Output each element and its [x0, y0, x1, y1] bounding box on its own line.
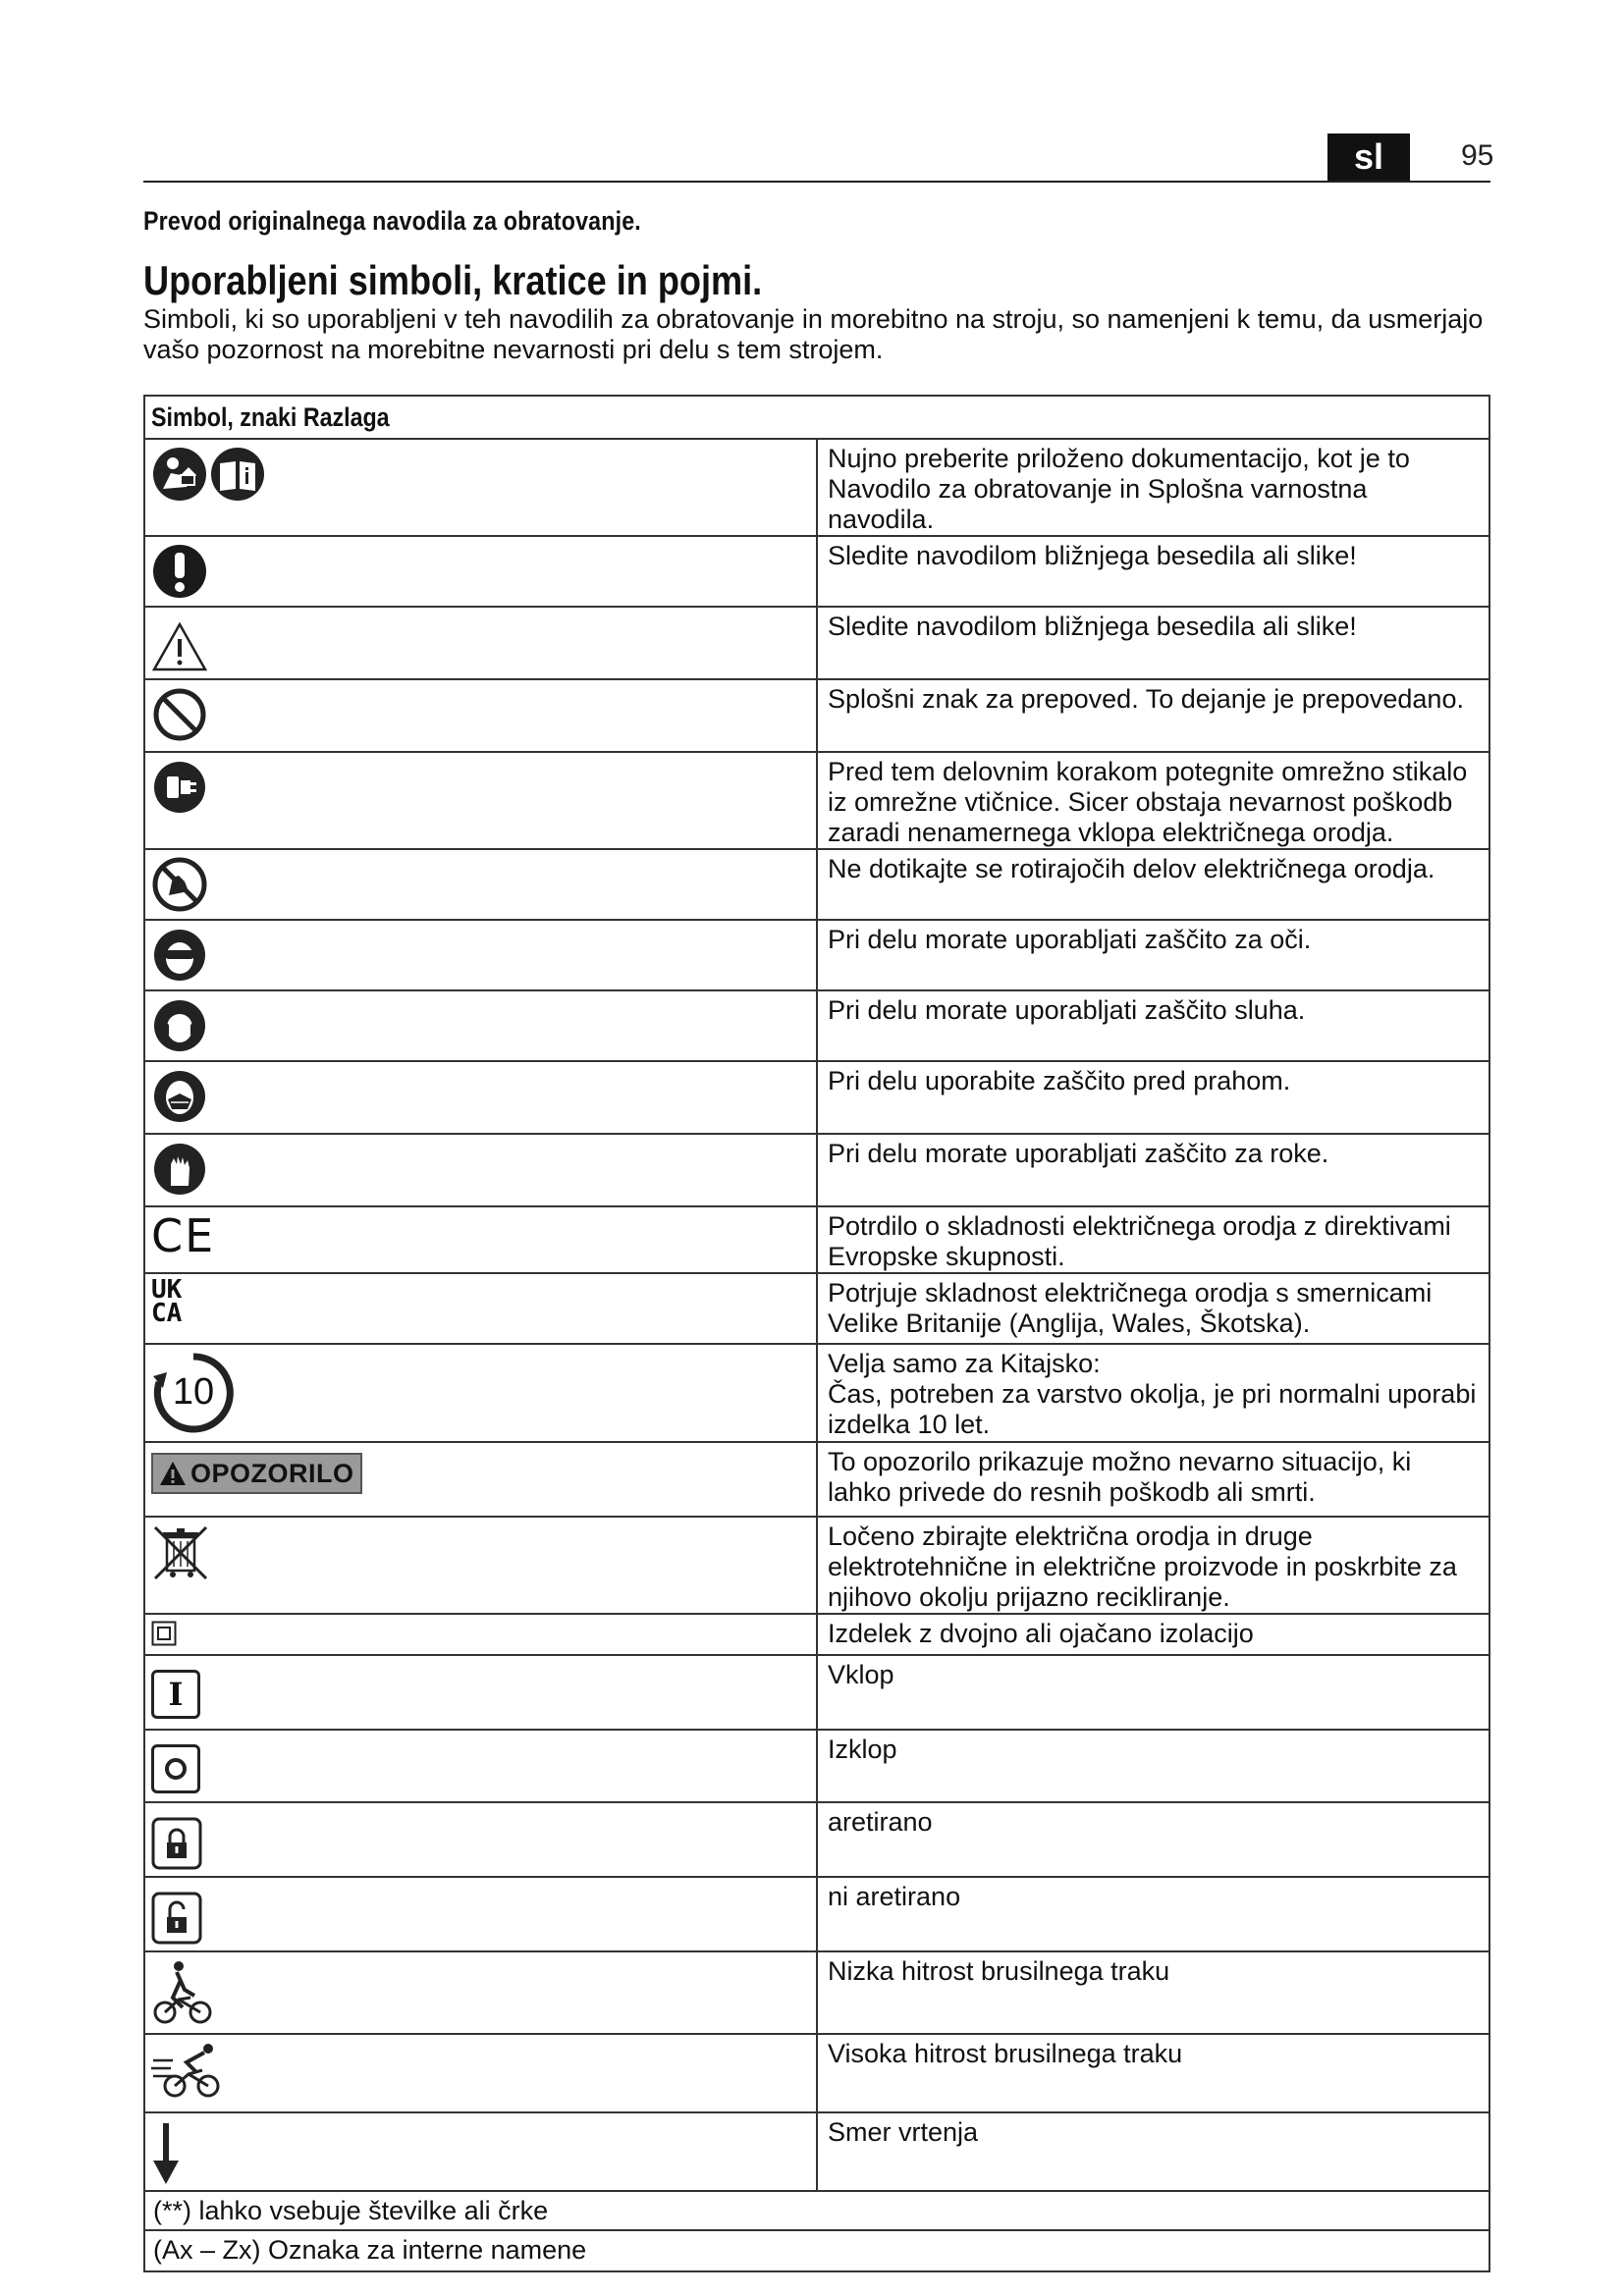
table-row — [144, 752, 1489, 849]
double-insulation-icon — [151, 1621, 177, 1646]
row-text: Ne dotikajte se rotirajočih delov električnega orodja. — [817, 849, 1489, 920]
row-text: Izklop — [817, 1730, 1489, 1802]
read-manual-icon — [151, 446, 267, 503]
ukca-mark-icon — [151, 1275, 183, 1328]
row-text: Pri delu morate uporabljati zaščito sluha. — [817, 990, 1489, 1061]
weee-bin-icon — [151, 1523, 212, 1582]
table-row — [144, 607, 1489, 679]
row-text: Ločeno zbirajte električna orodja in druge elektrotehnične in električne proizvode in poskrbite za njihovo okolju prijazno recikliranje. — [817, 1517, 1489, 1614]
row-text: Splošni znak za prepoved. To dejanje je prepovedano. — [817, 679, 1489, 752]
row-text: Potrdilo o skladnosti električnega orodja z direktivami Evropske skupnosti. — [817, 1206, 1489, 1273]
row-text: Pri delu morate uporabljati zaščito za oči. — [817, 920, 1489, 990]
table-row — [144, 679, 1489, 752]
china-10-label: 10 — [172, 1371, 215, 1413]
row-text: aretirano — [817, 1802, 1489, 1877]
row-text: Visoka hitrost brusilnega traku — [817, 2034, 1489, 2112]
table-row — [144, 536, 1489, 607]
ukca-bottom: CA — [151, 1299, 183, 1328]
table-header-cell — [144, 396, 1489, 439]
opozorilo-label: OPOZORILO — [190, 1458, 354, 1488]
unlocked-icon — [151, 1892, 202, 1945]
table-row — [144, 439, 1489, 536]
row-text: Nujno preberite priloženo dokumentacijo, kot je to Navodilo za obratovanje in Splošna varnostna navodila. — [817, 439, 1489, 536]
table-row — [144, 1206, 1489, 1273]
table-header-label: Simbol, znaki Razlaga — [151, 402, 390, 432]
table-row — [144, 1730, 1489, 1802]
slow-cyclist-icon — [151, 1958, 216, 2027]
intro-paragraph: Simboli, ki so uporabljeni v teh navodilih za obratovanje in morebitno na stroju, so namenjeni k temu, da usmerjajo vašo pozornost na morebitne nevarnosti pri delu s tem strojem. — [143, 304, 1484, 364]
table-row — [144, 1517, 1489, 1614]
china-10-years-icon — [151, 1351, 236, 1435]
exclamation-mandatory-icon — [151, 543, 208, 600]
table-footer-row — [144, 2191, 1489, 2230]
no-touch-rotating-icon — [151, 856, 208, 913]
ce-mark-icon: CE — [151, 1209, 216, 1262]
table-row — [144, 849, 1489, 920]
document-subtitle: Prevod originalnega navodila za obratovanje. — [143, 206, 641, 236]
table-footer-row — [144, 2230, 1489, 2271]
table-row — [144, 1061, 1489, 1134]
ear-protection-icon — [151, 997, 208, 1054]
row-text: Izdelek z dvojno ali ojačano izolacijo — [817, 1614, 1489, 1655]
locked-icon — [151, 1817, 202, 1870]
header-rule — [143, 181, 1490, 183]
page-number: 95 — [1461, 139, 1494, 172]
row-text: Sledite navodilom bližnjega besedila ali slike! — [817, 536, 1489, 607]
footer-note: (**) lahko vsebuje številke ali črke — [144, 2191, 1489, 2230]
table-row — [144, 1951, 1489, 2034]
table-row — [144, 1134, 1489, 1206]
table-header-row — [144, 396, 1489, 439]
table-row — [144, 1802, 1489, 1877]
footer-note: (Ax – Zx) Oznaka za interne namene — [144, 2230, 1489, 2271]
warning-triangle-icon — [151, 621, 208, 672]
section-title: Uporabljeni simboli, kratice in pojmi. — [143, 257, 763, 303]
dust-mask-icon — [151, 1068, 208, 1125]
row-text: Potrjuje skladnost električnega orodja s smernicami Velike Britanije (Anglija, Wales, Škotska). — [817, 1273, 1489, 1344]
table-row — [144, 990, 1489, 1061]
table-row — [144, 1442, 1489, 1517]
table-row — [144, 1877, 1489, 1951]
warning-triangle-small-icon — [159, 1461, 187, 1486]
row-text: Vklop — [817, 1655, 1489, 1730]
table-row — [144, 920, 1489, 990]
table-row — [144, 1655, 1489, 1730]
table-row — [144, 1614, 1489, 1655]
table-row — [144, 2112, 1489, 2191]
row-text: Nizka hitrost brusilnega traku — [817, 1951, 1489, 2034]
table-row — [144, 2034, 1489, 2112]
table-row — [144, 1273, 1489, 1344]
row-text: Pred tem delovnim korakom potegnite omrežno stikalo iz omrežne vtičnice. Sicer obstaja nevarnost poškodb zaradi nenamernega vklopa električnega orodja. — [817, 752, 1489, 849]
row-text: Smer vrtenja — [817, 2112, 1489, 2191]
unplug-icon — [151, 759, 208, 816]
fast-cyclist-icon — [151, 2041, 224, 2100]
row-text: Pri delu uporabite zaščito pred prahom. — [817, 1061, 1489, 1134]
ukca-top: UK — [151, 1275, 183, 1305]
prohibition-icon — [151, 686, 208, 743]
symbols-table — [143, 395, 1490, 2272]
language-tab: sl — [1327, 133, 1410, 181]
gloves-icon — [151, 1141, 208, 1198]
opozorilo-badge-icon — [151, 1453, 362, 1494]
row-text: ni aretirano — [817, 1877, 1489, 1951]
row-text: Pri delu morate uporabljati zaščito za roke. — [817, 1134, 1489, 1206]
eye-protection-icon — [151, 927, 208, 984]
rotation-arrow-icon — [151, 2123, 181, 2184]
row-text: Velja samo za Kitajsko: Čas, potreben za varstvo okolja, je pri normalni uporabi izdelka 10 let. — [817, 1344, 1489, 1442]
switch-off-icon — [151, 1744, 200, 1793]
switch-on-label: I — [168, 1676, 184, 1713]
row-text: To opozorilo prikazuje možno nevarno situacijo, ki lahko privede do resnih poškodb ali smrti. — [817, 1442, 1489, 1517]
table-row — [144, 1344, 1489, 1442]
switch-on-icon — [151, 1670, 200, 1719]
row-text: Sledite navodilom bližnjega besedila ali slike! — [817, 607, 1489, 679]
